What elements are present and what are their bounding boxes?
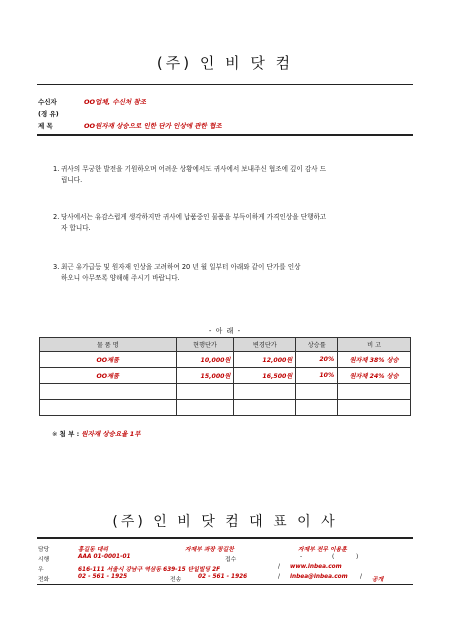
cell-new-price [234, 400, 296, 416]
via-label: (경 유) [38, 110, 59, 118]
table-row [40, 384, 411, 400]
cell-current-price [176, 384, 234, 400]
footer-reviewer-value: 자재부 과장 장길찬 [185, 547, 234, 553]
paragraph-line: 당사에서는 유감스럽게 생각하지만 귀사에 납품중인 물품을 부득이하게 가격인상을 단행하고 [61, 213, 327, 221]
cell-rate: 10% [296, 368, 338, 384]
cell-note [338, 384, 411, 400]
footer-address-value: 616-111 서울시 강남구 역삼동 639-15 단일빌딩 2F [78, 567, 221, 573]
price-table [39, 337, 411, 416]
column-header-rate: 상승률 [296, 338, 338, 352]
footer-label-phone: 전화 [38, 577, 50, 583]
cell-rate [296, 384, 338, 400]
cell-new-price: 12,000원 [234, 352, 296, 368]
paragraph-line: 립니다. [61, 176, 83, 184]
signature-title: (주) 인 비 닷 컴 대 표 이 사 [112, 514, 338, 530]
footer-label-issue: 시행 [38, 557, 50, 563]
cell-item [40, 400, 177, 416]
paragraph-1 [53, 164, 403, 186]
column-header-item: 물 품 명 [40, 338, 177, 352]
footer-receipt-close: ) [356, 554, 359, 560]
paragraph-number: 3. [53, 263, 60, 271]
cell-current-price: 10,000원 [176, 352, 234, 368]
column-header-note: 비 고 [338, 338, 411, 352]
footer-label-postal: 우 [38, 567, 44, 573]
footer-separator: / [278, 564, 280, 570]
recipient-value: OO업체, 수신처 참조 [84, 98, 146, 106]
column-header-current-price: 현행단가 [176, 338, 234, 352]
footer-top-rule [37, 537, 413, 539]
footer-label-manager: 담당 [38, 547, 50, 553]
cell-rate [296, 400, 338, 416]
cell-rate: 20% [296, 352, 338, 368]
footer-receipt-open: ( [332, 554, 335, 560]
paragraph-line: 최근 유가급등 및 원자재 인상을 고려하여 20 년 월 일부터 아래와 같이 단가를 인상 [61, 263, 301, 271]
attachment-label: 첨 부 : [59, 430, 80, 438]
table-row [40, 352, 411, 368]
annex-title: - 아 래 - [208, 327, 242, 335]
paragraph-number: 2. [53, 213, 60, 221]
paragraph-line: 자 합니다. [61, 224, 91, 232]
attachment-value: 원자재 상승요율 1부 [81, 430, 141, 438]
subject-label: 제 목 [38, 122, 53, 130]
footer-approver-value: 자재부 전무 이용훈 [298, 547, 347, 553]
footer-website-value: www.inbea.com [290, 564, 342, 570]
footer-label-receipt: 접수 [225, 557, 237, 563]
header-top-rule [37, 84, 413, 85]
paragraph-line: 하오니 아무쪼록 양해해 주시기 바랍니다. [61, 274, 180, 282]
cell-item: OO제품 [40, 352, 177, 368]
paragraph-line: 귀사의 무궁한 발전을 기원하오며 어려운 상황에서도 귀사에서 보내주신 협조에 깊이 감사 드 [61, 165, 327, 173]
paragraph-number: 1. [53, 165, 60, 173]
cell-current-price: 15,000원 [176, 368, 234, 384]
header-divider [37, 134, 413, 136]
footer-phone-value: 02 - 561 - 1925 [78, 574, 128, 580]
cell-item: OO제품 [40, 368, 177, 384]
cell-current-price [176, 400, 234, 416]
footer-email-value: inbea@inbea.com [290, 574, 348, 580]
footer-manager-value: 홍길동 대리 [78, 547, 109, 553]
footer-disclosure-value: 공개 [372, 577, 384, 583]
footer-label-fax: 전송 [170, 577, 182, 583]
table-row [40, 400, 411, 416]
attachment-line [52, 429, 141, 438]
footer-fax-value: 02 - 561 - 1926 [198, 574, 248, 580]
company-title: (주) 인 비 닷 컴 [156, 54, 294, 72]
paragraph-3 [53, 262, 403, 284]
reference-mark-icon: ※ [52, 430, 58, 438]
recipient-label: 수신자 [38, 98, 57, 106]
footer-receipt-dash: - [300, 554, 303, 560]
footer-separator: / [278, 574, 280, 580]
cell-new-price: 16,500원 [234, 368, 296, 384]
cell-note: 원자재 24% 상승 [338, 368, 411, 384]
table-row [40, 368, 411, 384]
cell-note [338, 400, 411, 416]
footer-bottom-rule [37, 584, 413, 585]
cell-new-price [234, 384, 296, 400]
footer-separator: / [360, 574, 362, 580]
footer-issue-value: AAA 01-0001-01 [78, 554, 131, 560]
column-header-new-price: 변경단가 [234, 338, 296, 352]
paragraph-2 [53, 212, 403, 234]
table-header-row [40, 338, 411, 352]
subject-value: OO원자재 상승으로 인한 단가 인상에 관한 협조 [84, 122, 222, 130]
cell-item [40, 384, 177, 400]
cell-note: 원자재 38% 상승 [338, 352, 411, 368]
